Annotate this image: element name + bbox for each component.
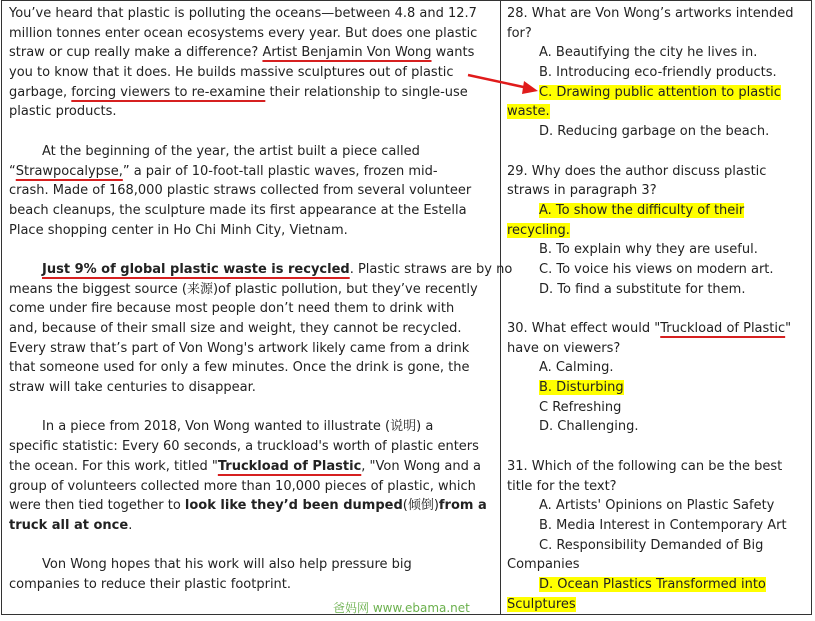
passage-text: ” a pair of 10-foot-tall plastic waves, frozen mid- <box>122 163 438 179</box>
questions-column <box>507 4 805 614</box>
question-text: straws in paragraph 3? <box>507 183 657 199</box>
passage-line <box>9 299 495 319</box>
passage-text: You’ve heard that plastic is polluting the oceans—between 4.8 and 12.7 <box>9 6 477 21</box>
answer-option <box>507 280 805 300</box>
passage-text: plastic products. <box>9 104 117 120</box>
answer-option <box>507 260 805 280</box>
option-text: C. Responsibility Demanded of Big <box>539 537 764 553</box>
answer-option-correct <box>507 201 805 221</box>
option-text: A. Artists' Opinions on Plastic Safety <box>539 498 775 514</box>
highlighted-answer: C. Drawing public attention to plastic <box>539 84 781 100</box>
answer-option <box>507 358 805 378</box>
answer-option <box>507 240 805 260</box>
option-text: Companies <box>507 557 580 573</box>
passage-text: wants <box>431 45 475 61</box>
highlighted-answer: waste. <box>507 104 550 120</box>
highlighted-answer: B. Disturbing <box>539 380 624 396</box>
underlined-phrase-re-examine: forcing viewers to re-examine <box>71 84 266 100</box>
bold-underlined-artwork-title: Truckload of Plastic <box>217 458 362 474</box>
question-text: " <box>785 321 792 336</box>
question-stem <box>507 181 805 201</box>
passage-line <box>9 280 495 300</box>
passage-text: . <box>128 517 133 533</box>
option-text: D. Reducing garbage on the beach. <box>539 124 770 140</box>
passage-text: “ <box>9 163 16 179</box>
option-text: B. Introducing eco-friendly products. <box>539 65 777 81</box>
answer-option <box>507 43 805 63</box>
question-stem <box>507 477 805 497</box>
passage-text: specific statistic: Every 60 seconds, a truckload's worth of plastic enters <box>9 439 479 455</box>
passage-line <box>9 142 495 162</box>
passage-text: Place shopping center in Ho Chi Minh City, Vietnam. <box>9 222 348 238</box>
answer-option-correct <box>507 595 805 615</box>
watermark: 爸妈网 www.ebama.net <box>333 601 470 615</box>
passage-text: In a piece from 2018, Von Wong wanted to illustrate (说明) a <box>42 419 434 435</box>
question-text: for? <box>507 25 532 41</box>
passage-line <box>9 260 513 280</box>
passage-text: their relationship to single-use <box>265 84 468 100</box>
bold-phrase: truck all at once <box>9 517 129 533</box>
question-stem <box>507 162 805 182</box>
answer-option <box>507 122 805 142</box>
highlighted-answer: recycling. <box>507 222 570 238</box>
passage-line <box>9 496 495 516</box>
passage-text: you to know that it does. He builds massive sculptures out of plastic <box>9 65 454 81</box>
passage-column <box>9 4 513 595</box>
answer-option <box>507 536 805 556</box>
option-text: A. Calming. <box>539 360 614 376</box>
passage-text: means the biggest source (来源)of plastic pollution, but they’ve recently <box>9 281 478 297</box>
passage-line <box>9 378 495 398</box>
passage-line <box>9 477 495 497</box>
passage-text: and, because of their small size and weight, they cannot be recycled. <box>9 321 462 336</box>
passage-text: straw will take centuries to disappear. <box>9 380 256 396</box>
passage-line <box>9 575 495 595</box>
answer-option <box>507 516 805 536</box>
question-stem <box>507 319 805 339</box>
passage-text: , "Von Wong and a <box>361 458 481 474</box>
question-stem <box>507 339 805 359</box>
answer-option <box>507 63 805 83</box>
option-text: C Refreshing <box>539 399 622 415</box>
question-stem <box>507 24 805 44</box>
option-text: B. Media Interest in Contemporary Art <box>539 517 787 533</box>
passage-text: Every straw that’s part of Von Wong's artwork likely came from a drink <box>9 340 470 356</box>
bold-underlined-statistic: Just 9% of global plastic waste is recycled <box>42 261 350 277</box>
answer-option <box>507 555 805 575</box>
passage-text: (倾倒) <box>402 498 439 514</box>
passage-line <box>9 201 495 221</box>
question-text: title for the text? <box>507 478 617 494</box>
passage-line <box>9 181 495 201</box>
passage-text: the ocean. For this work, titled " <box>9 458 218 474</box>
passage-text: beach cleanups, the sculpture made its first appearance at the Estella <box>9 202 467 218</box>
option-text: C. To voice his views on modern art. <box>539 261 774 277</box>
passage-line <box>9 221 495 241</box>
highlighted-answer: Sculptures <box>507 596 576 612</box>
option-text: D. To find a substitute for them. <box>539 281 746 297</box>
answer-option-correct <box>507 102 805 122</box>
passage-line <box>9 516 495 536</box>
answer-option-correct <box>507 378 805 398</box>
answer-option-correct <box>507 221 805 241</box>
underlined-word-strawpocalypse: Strawpocalypse, <box>15 163 123 179</box>
passage-line <box>9 358 495 378</box>
passage-line <box>9 83 495 103</box>
passage-line <box>9 555 495 575</box>
question-text: 29. Why does the author discuss plastic <box>507 163 767 179</box>
passage-text: garbage, <box>9 84 72 100</box>
answer-option-correct <box>507 83 805 103</box>
passage-text: come under fire because most people don’t need them to drink with <box>9 301 455 317</box>
passage-text: straw or cup really make a difference? <box>9 45 263 61</box>
passage-text: companies to reduce their plastic footprint. <box>9 576 292 592</box>
highlighted-answer: A. To show the difficulty of their <box>539 202 745 218</box>
passage-line <box>9 457 495 477</box>
passage-text: . Plastic straws are by no <box>349 261 513 277</box>
bold-phrase: look like they’d been dumped <box>184 498 403 514</box>
question-stem <box>507 457 805 477</box>
passage-line <box>9 162 495 182</box>
underlined-artwork-title: Truckload of Plastic <box>660 321 786 336</box>
bold-phrase: from a <box>438 498 487 514</box>
passage-text: million tonnes enter ocean ecosystems every year. But does one plastic <box>9 25 478 41</box>
question-text: 30. What effect would " <box>507 321 661 336</box>
question-stem <box>507 4 805 24</box>
option-text: D. Challenging. <box>539 419 639 435</box>
question-text: 28. What are Von Wong’s artworks intended <box>507 6 794 21</box>
passage-line <box>9 319 495 339</box>
passage-line <box>9 417 495 437</box>
answer-option-correct <box>507 575 805 595</box>
passage-line <box>9 437 495 457</box>
passage-text: At the beginning of the year, the artist built a piece called <box>42 143 420 159</box>
option-text: A. Beautifying the city he lives in. <box>539 45 758 61</box>
answer-option <box>507 417 805 437</box>
passage-text: crash. Made of 168,000 plastic straws collected from several volunteer <box>9 183 472 199</box>
red-arrow-icon <box>466 72 544 98</box>
passage-text: Von Wong hopes that his work will also help pressure big <box>42 557 412 573</box>
answer-option <box>507 496 805 516</box>
passage-text: that someone used for only a few minutes. Once the drink is gone, the <box>9 360 470 376</box>
option-text: B. To explain why they are useful. <box>539 242 758 258</box>
underlined-phrase-artist-name: Artist Benjamin Von Wong <box>262 45 432 61</box>
passage-line <box>9 24 495 44</box>
answer-option <box>507 398 805 418</box>
question-text: have on viewers? <box>507 340 621 356</box>
passage-line <box>9 339 495 359</box>
passage-line <box>9 43 495 63</box>
question-text: 31. Which of the following can be the best <box>507 458 783 474</box>
passage-line <box>9 102 495 122</box>
highlighted-answer: D. Ocean Plastics Transformed into <box>539 576 766 592</box>
passage-text: were then tied together to <box>9 498 185 514</box>
passage-line <box>9 63 495 83</box>
passage-text: group of volunteers collected more than 10,000 pieces of plastic, which <box>9 478 476 494</box>
passage-line <box>9 4 495 24</box>
